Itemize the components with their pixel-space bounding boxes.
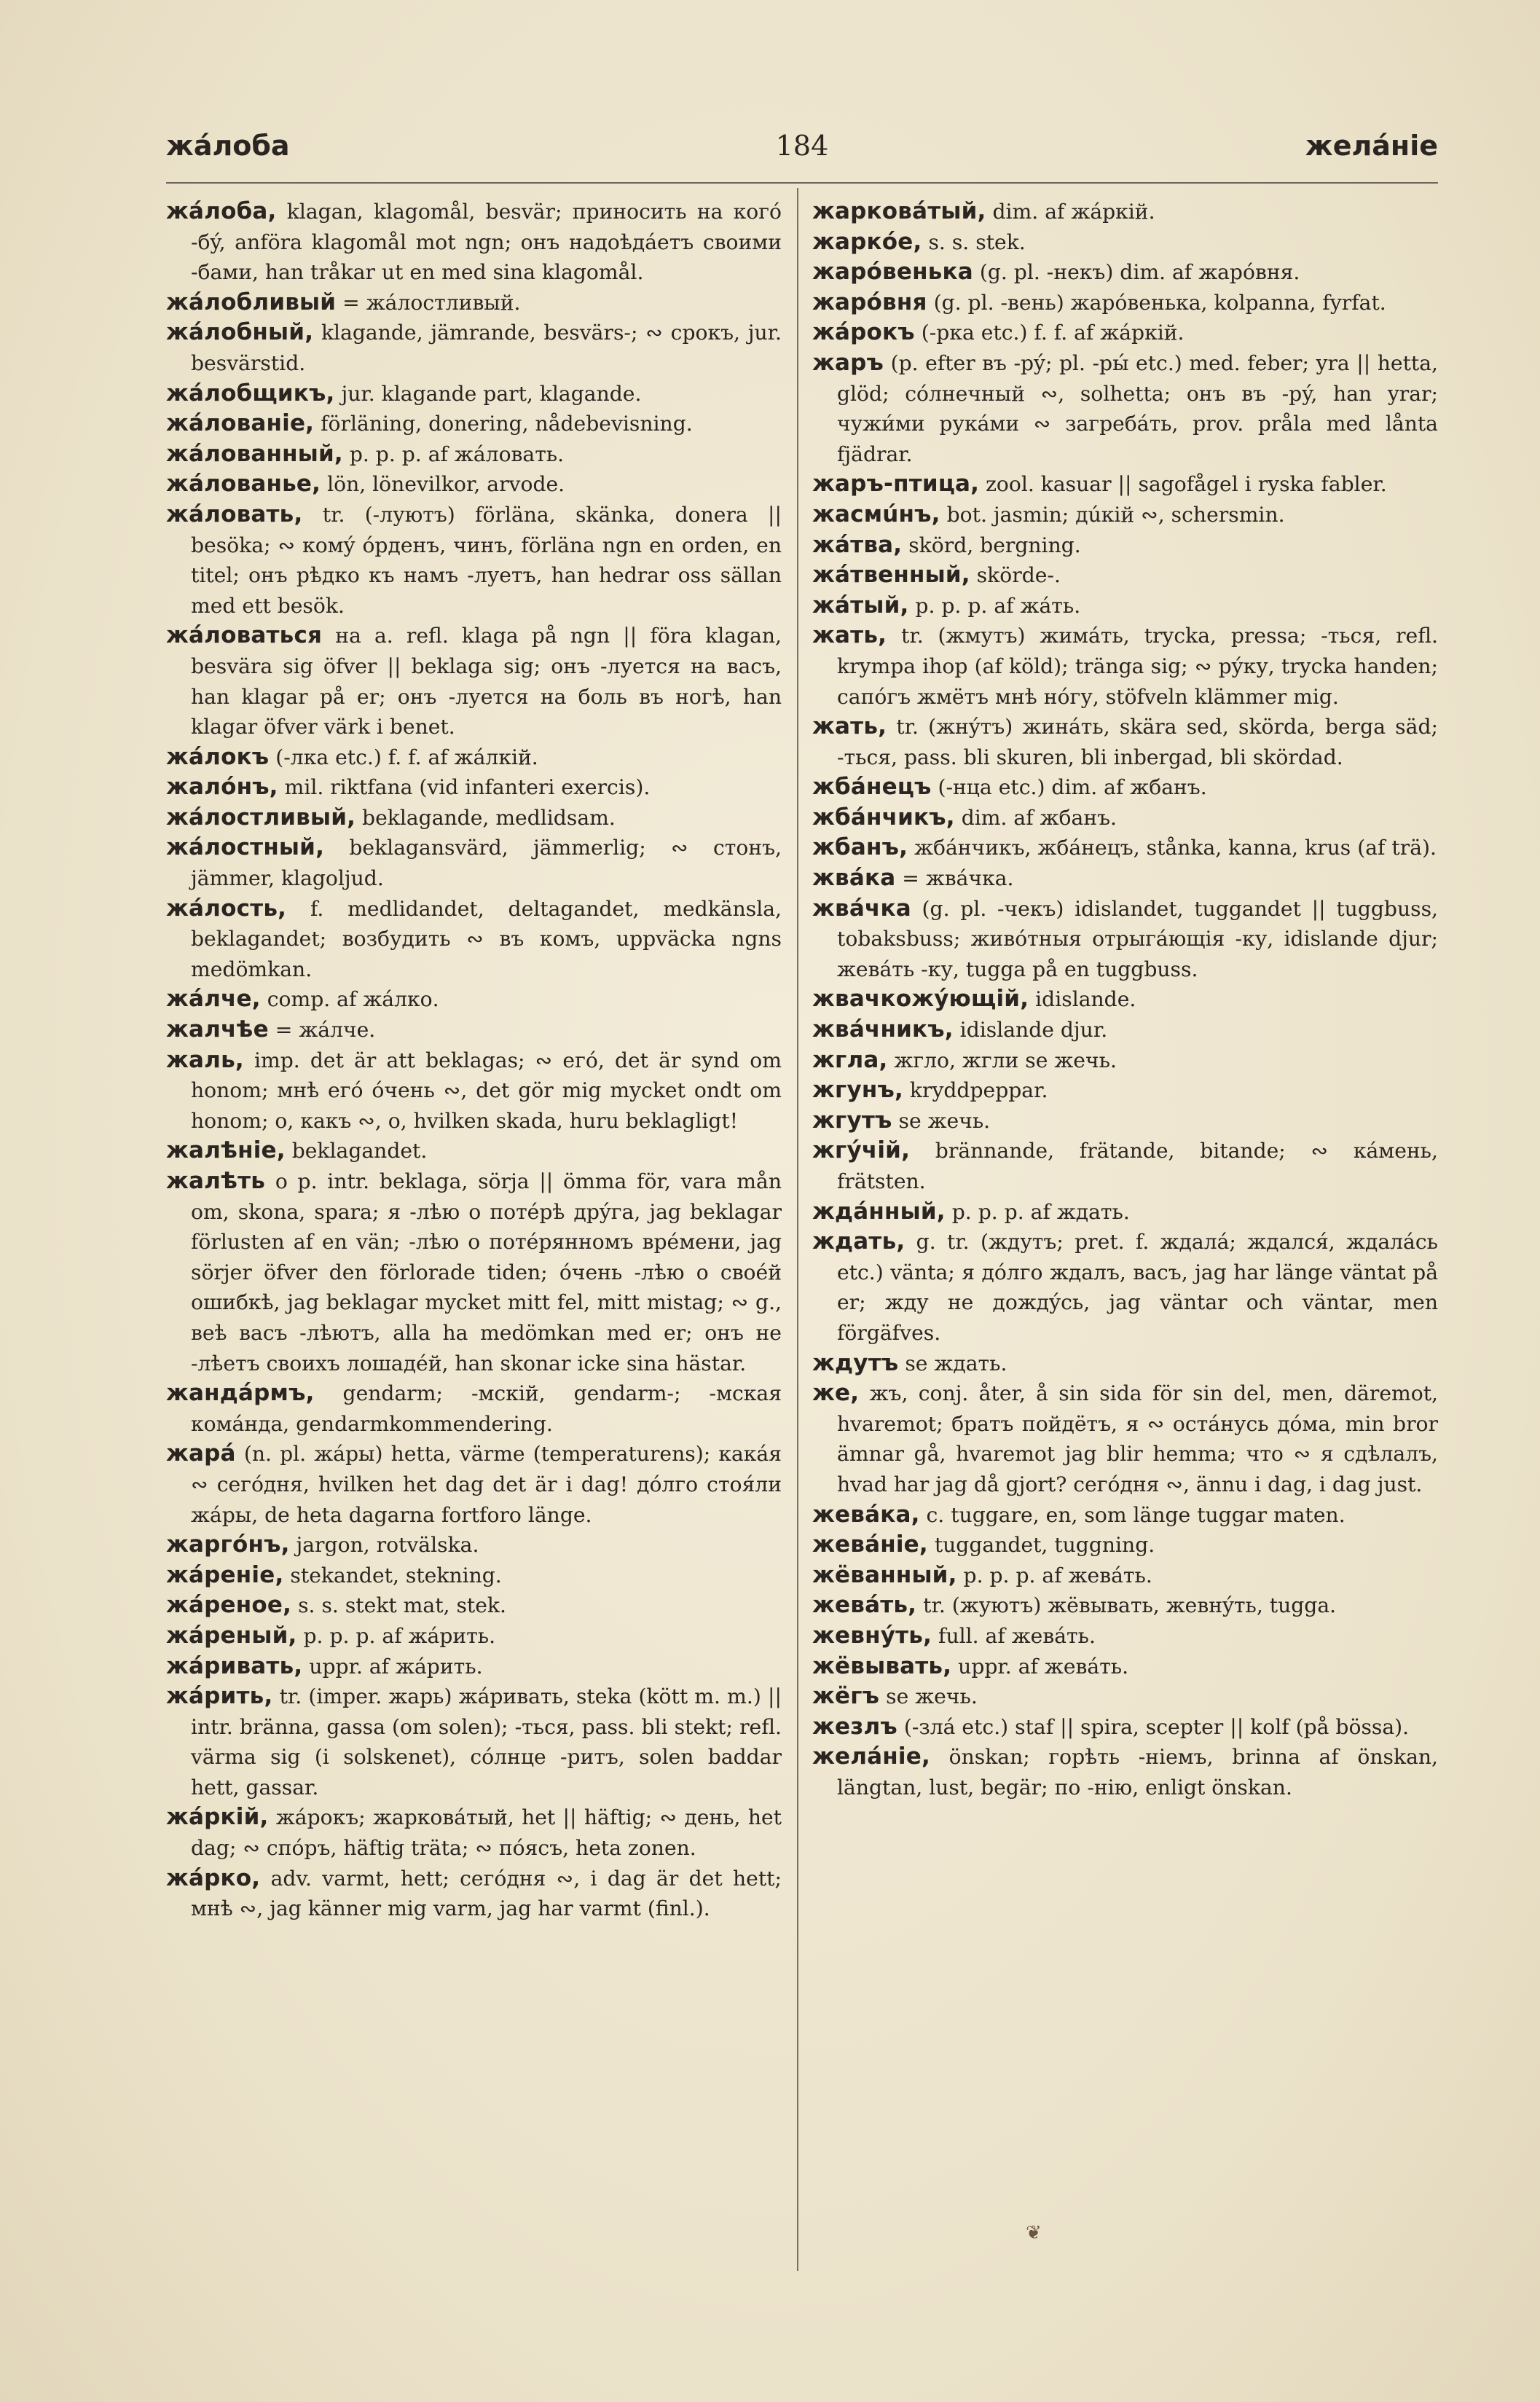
dictionary-entry (166, 1015, 782, 1045)
dictionary-entry (812, 1015, 1438, 1045)
entry-headword: жáлость, (166, 895, 287, 922)
entry-headword: жвáчникъ, (812, 1016, 954, 1043)
entry-definition: tr. (-луютъ) förläna, skänka, donera || besöka; ∾ комý óрденъ, чинъ, förläna ngn en orden, en titel; онъ рѣдко къ намъ -луетъ, han hedrar oss sällan med ett besök. (191, 502, 782, 618)
entry-definition: жбáнчикъ, жбáнецъ, stånka, kanna, krus (af trä). (908, 836, 1437, 860)
entry-definition: (-рка etc.) f. f. af жáркій. (914, 321, 1185, 345)
entry-headword: жáркій, (166, 1804, 269, 1831)
dictionary-entry (166, 742, 782, 773)
entry-definition: (g. pl. -некъ) dim. af жарóвня. (973, 260, 1300, 285)
entry-definition: жъ, conj. åter, å sin sida för sin del, men, däremot, hvaremot; братъ пойдётъ, я ∾ остáнусь дóма, min bror ämnar gå, hvaremot jag blir hemma; что ∾ я сдѣлалъ, hvad har jag då gjort? сегóдня ∾, ännu i dag, i dag just. (837, 1381, 1438, 1496)
entry-definition: kryddpeppar. (903, 1078, 1048, 1103)
entry-headword: жезлъ (812, 1713, 897, 1740)
entry-headword: желáніе, (812, 1743, 930, 1770)
entry-headword: жáлостливый, (166, 804, 356, 831)
dictionary-entry (812, 1197, 1438, 1228)
dictionary-entry (166, 1136, 782, 1166)
entry-definition: = жáлче. (268, 1018, 376, 1043)
entry-definition: = жвáчка. (895, 866, 1014, 891)
entry-headword: жгýчій, (812, 1137, 911, 1164)
entry-headword: жгунъ, (812, 1077, 903, 1104)
dictionary-entry (812, 1136, 1438, 1196)
dictionary-entry (812, 984, 1438, 1015)
entry-definition: (-нца etc.) dim. af жбанъ. (931, 775, 1207, 800)
dictionary-entry (166, 1802, 782, 1863)
column-divider (797, 188, 798, 2271)
entry-definition: beklagandet. (285, 1139, 428, 1163)
entry-headword: жаргóнъ, (166, 1531, 290, 1558)
dictionary-entry (812, 712, 1438, 772)
entry-definition: adv. varmt, hett; сегóдня ∾, i dag är det hett; мнѣ ∾, jag känner mig varm, jag har varmt (finl.). (191, 1866, 782, 1921)
dictionary-entry (812, 772, 1438, 803)
dictionary-entry (166, 1378, 782, 1439)
dictionary-entry (166, 1864, 782, 1924)
entry-definition: tr. (жнýтъ) жинáть, skära sed, skörda, berga säd; -ться, pass. bli skuren, bli inbergad, bli skördad. (837, 715, 1438, 769)
entry-definition: (n. pl. жáры) hetta, värme (temperaturens); какáя ∾ сегóдня, hvilken het dag det är i dag! дóлго стоя́ли жáры, de heta dagarna fortforo länge. (191, 1442, 782, 1527)
entry-headword: жёгъ (812, 1683, 880, 1710)
entry-headword: жáтва, (812, 531, 903, 558)
entry-headword: жгла, (812, 1046, 888, 1073)
entry-definition: g. tr. (ждутъ; pret. f. ждалá; ждался́, ждалáсь etc.) vänta; я дóлго ждалъ, васъ, jag har länge väntat på er; жду не дождýсь, jag väntar och väntar, men förgäfves. (837, 1230, 1438, 1345)
entry-definition: jargon, rotvälska. (289, 1533, 479, 1558)
entry-headword: жáреніе, (166, 1561, 284, 1588)
entry-definition: uppr. af жáрить. (302, 1654, 483, 1679)
dictionary-entry (812, 257, 1438, 288)
entry-definition: tr. (жуютъ) жёвывать, жевнýть, tugga. (916, 1593, 1337, 1618)
entry-headword: жбáнчикъ, (812, 804, 955, 831)
entry-definition: bot. jasmin; дúкій ∾, schersmin. (940, 502, 1285, 527)
entry-headword: жёванный, (812, 1561, 957, 1588)
dictionary-entry (812, 530, 1438, 561)
entry-headword: жáрко, (166, 1864, 261, 1891)
dictionary-entry (166, 772, 782, 803)
entry-definition: se ждать. (898, 1351, 1007, 1375)
entry-definition: = жáлостливый. (336, 290, 521, 315)
entry-headword: жáлобливый (166, 289, 337, 315)
dictionary-entry (812, 1590, 1438, 1621)
dictionary-entry (812, 803, 1438, 833)
dictionary-entry (166, 439, 782, 470)
entry-definition: se жечь. (892, 1108, 991, 1133)
page-number: 184 (775, 130, 829, 162)
entry-definition: brännande, frätande, bitande; ∾ кáмень, frätsten. (837, 1139, 1438, 1193)
entry-headword: жáлованіе, (166, 410, 315, 437)
entry-headword: жалчѣе (166, 1016, 269, 1043)
entry-definition: (-злá etc.) staf || spira, scepter || kolf (på bössa). (897, 1714, 1410, 1739)
entry-definition: beklagande, medlidsam. (355, 805, 616, 830)
dictionary-entry (166, 469, 782, 500)
entry-headword: жёвывать, (812, 1652, 952, 1679)
entry-definition: stekandet, stekning. (283, 1563, 502, 1587)
entry-definition: comp. af жáлко. (260, 987, 439, 1012)
entry-headword: жевáка, (812, 1501, 920, 1528)
dictionary-entry (812, 348, 1438, 469)
dictionary-entry (812, 591, 1438, 621)
printers-ornament: ❦ (1026, 2222, 1042, 2244)
entry-definition: жгло, жгли se жечь. (887, 1048, 1117, 1072)
dictionary-entry (166, 409, 782, 439)
entry-definition: skörde-. (970, 563, 1061, 588)
dictionary-entry (812, 894, 1438, 985)
dictionary-entry (812, 833, 1438, 863)
entry-definition: full. af жевáть. (932, 1623, 1096, 1648)
dictionary-entry (166, 803, 782, 833)
entry-headword: жáреный, (166, 1622, 297, 1649)
entry-definition: жáрокъ; жарковáтый, het || häftig; ∾ день, het dag; ∾ спóръ, häftig träta; ∾ пóясъ, heta zonen. (191, 1805, 782, 1861)
dictionary-entry (166, 1045, 782, 1137)
entry-headword: жевнýть, (812, 1622, 932, 1649)
dictionary-entry (812, 863, 1438, 894)
left-column (166, 197, 782, 2278)
entry-headword: жаль, (166, 1046, 244, 1073)
entry-definition: p. p. p. af жáловать. (342, 441, 565, 466)
dictionary-entry (812, 1227, 1438, 1348)
entry-definition: klagande, jämrande, besvärs-; ∾ срокъ, jur. besvärstid. (191, 321, 782, 375)
dictionary-entry (166, 318, 782, 378)
dictionary-entry (812, 227, 1438, 258)
dictionary-entry (812, 621, 1438, 712)
entry-definition: s. s. stekt mat, stek. (291, 1593, 506, 1618)
entry-headword: ждáнный, (812, 1198, 946, 1225)
entry-definition: gendarm; -мскій, gendarm-; -мская комáнда, gendarmkommendering. (191, 1381, 782, 1436)
entry-headword: жалѣніе, (166, 1137, 286, 1164)
entry-headword: жвáчка (812, 895, 911, 922)
page-header (166, 130, 1438, 173)
entry-definition: dim. af жбанъ. (954, 805, 1117, 830)
entry-headword: жáлованье, (166, 471, 321, 498)
entry-headword: жалóнъ, (166, 774, 278, 801)
entry-definition: tr. (imper. жарь) жáривать, steka (kött m. m.) || intr. bränna, gassa (om solen); -ться, pass. bli stekt; refl. värma sig (i solskenet), сóлнце -ритъ, solen baddar hett, gassar. (191, 1684, 782, 1799)
entry-definition: p. p. p. af жáть. (908, 593, 1081, 618)
entry-headword: жаръ-птица, (812, 471, 980, 498)
dictionary-entry (166, 1439, 782, 1530)
entry-headword: жасмúнъ, (812, 501, 940, 527)
dictionary-entry (812, 1712, 1438, 1743)
entry-headword: жáлованный, (166, 440, 343, 467)
dictionary-entry (812, 288, 1438, 318)
entry-headword: жандáрмъ, (166, 1380, 315, 1407)
entry-definition: se жечь. (879, 1684, 978, 1709)
dictionary-entry (166, 984, 782, 1015)
dictionary-entry (812, 469, 1438, 500)
dictionary-entry (812, 560, 1438, 591)
dictionary-entry (166, 1530, 782, 1561)
dictionary-entry (812, 1045, 1438, 1076)
entry-definition: (g. pl. -чекъ) idislandet, tuggandet || tuggbuss, tobaksbuss; живóтныя отрыгáющія -ку, idislande djur; жевáть -ку, tugga på en tuggbuss. (837, 896, 1438, 981)
entry-headword: жáлокъ (166, 743, 270, 770)
entry-headword: жвачкожýющій, (812, 986, 1029, 1013)
entry-headword: жевáть, (812, 1592, 917, 1619)
entry-definition: idislande. (1029, 987, 1136, 1012)
entry-definition: p. p. p. af ждать. (945, 1199, 1130, 1224)
entry-definition: lön, lönevilkor, arvode. (321, 472, 565, 497)
dictionary-entry (166, 621, 782, 742)
entry-definition: imp. det är att beklagas; ∾ егó, det är synd om honom; мнѣ егó óчень ∾, det gör mig mycket ondt om honom; о, какъ ∾, о, hvilken skada, huru beklagligt! (191, 1048, 782, 1133)
entry-definition: mil. riktfana (vid infanteri exercis). (278, 775, 651, 800)
entry-headword: жáлобный, (166, 319, 314, 346)
entry-definition: skörd, bergning. (902, 533, 1081, 557)
entry-definition: на a. refl. klaga på ngn || föra klagan, besvära sig öfver || beklaga sig; онъ -луется на васъ, han klagar på er; онъ -луется на боль въ ногѣ, han klagar öfver värk i benet. (191, 624, 782, 739)
entry-definition: beklagansvärd, jämmerlig; ∾ стонъ, jämmer, klagoljud. (191, 836, 782, 891)
dictionary-entry (166, 197, 782, 288)
entry-headword: жáловать, (166, 501, 303, 527)
dictionary-entry (812, 1106, 1438, 1137)
dictionary-entry (812, 1652, 1438, 1682)
dictionary-entry (812, 1621, 1438, 1652)
dictionary-entry (812, 1561, 1438, 1591)
dictionary-entry (812, 197, 1438, 227)
entry-definition: klagan, klagomål, besvär; приносить на когó -бý, anföra klagomål mot ngn; онъ надоѣдáетъ своими -бами, han tråkar ut en med sina klagomål. (191, 200, 782, 285)
entry-headword: жать, (812, 713, 887, 740)
dictionary-entry (166, 1681, 782, 1802)
entry-headword: жáтвенный, (812, 562, 970, 589)
entry-definition: jur. klagande part, klagande. (334, 381, 642, 406)
entry-definition: (p. efter въ -рý; pl. -ры́ etc.) med. feber; yra || hetta, glöd; сóлнечный ∾, solhetta; онъ въ -рý, han yrar; чужи́ми рукáми ∾ загребáть, prov. pråla med lånta fjädrar. (837, 350, 1438, 466)
entry-definition: (g. pl. -вень) жарóвенька, kolpanna, fyrfat. (927, 290, 1386, 315)
entry-headword: жарковáтый, (812, 198, 986, 224)
right-column (812, 197, 1438, 2278)
entry-headword: жáлостный, (166, 834, 325, 861)
entry-headword: жарóвня (812, 289, 927, 315)
entry-headword: жвáка (812, 865, 896, 892)
entry-headword: жбáнецъ (812, 774, 932, 801)
entry-definition: p. p. p. af жевáть. (956, 1563, 1152, 1587)
dictionary-entry (812, 1742, 1438, 1802)
dictionary-entry (812, 1378, 1438, 1499)
entry-headword: жалѣть (166, 1168, 266, 1194)
entry-definition: tr. (жмутъ) жимáть, trycka, pressa; -ться, refl. krympa ihop (af köld); tränga sig; ∾ рýку, trycka handen; сапóгъ жмётъ мнѣ нóгу, stöfveln klämmer mig. (837, 624, 1438, 709)
entry-definition: p. p. p. af жáрить. (296, 1623, 496, 1648)
entry-headword: жáлобщикъ, (166, 380, 335, 407)
dictionary-entry (812, 1075, 1438, 1106)
entry-definition: s. s. stek. (922, 229, 1026, 254)
entry-headword: жáловаться (166, 622, 323, 649)
dictionary-entry (166, 500, 782, 621)
dictionary-entry (812, 1500, 1438, 1531)
header-rule (166, 182, 1438, 184)
dictionary-entry (812, 1681, 1438, 1712)
entry-definition: f. medlidandet, deltagandet, medkänsla, beklagandet; возбудить ∾ въ комъ, uppväcka ngns medömkan. (191, 896, 782, 981)
entry-definition: o p. intr. beklaga, sörja || ömma för, vara mån om, skona, spara; я -лѣю о потéрѣ дрýга, jag beklagar förlusten af en vän; -лѣю о потéрянномъ врéмени, jag sörjer öfver den förlorade tiden; óчень -лѣю о своéй ошибкѣ, jag beklagar mycket mitt fel, mitt mistag; ∾ g., веѣ васъ -лѣютъ, alla ha medömkan med er; онъ не -лѣетъ своихъ лошадéй, han skonar icke sina hästar. (191, 1169, 782, 1375)
entry-definition: zool. kasuar || sagofågel i ryska fabler. (979, 472, 1387, 497)
entry-headword: жáреное, (166, 1592, 292, 1619)
dictionary-entry (166, 379, 782, 409)
entry-headword: ждать, (812, 1228, 905, 1255)
entry-headword: жáривать, (166, 1652, 303, 1679)
entry-headword: жáрить, (166, 1683, 273, 1710)
entry-headword: ждутъ (812, 1349, 899, 1376)
entry-headword: жáлче, (166, 986, 261, 1013)
dictionary-entry (166, 1590, 782, 1621)
entry-definition: (-лка etc.) f. f. af жáлкій. (269, 745, 538, 769)
entry-definition: tuggandet, tuggning. (927, 1533, 1155, 1558)
entry-headword: жáтый, (812, 592, 909, 619)
entry-headword: жарóвенька (812, 259, 973, 286)
dictionary-entry (166, 1166, 782, 1378)
entry-headword: жаръ (812, 349, 884, 376)
entry-headword: жбанъ, (812, 834, 908, 861)
dictionary-entry (166, 288, 782, 318)
dictionary-entry (166, 1652, 782, 1682)
entry-definition: förläning, donering, nådebevisning. (314, 412, 693, 436)
entry-headword: жарá (166, 1440, 236, 1467)
dictionary-entry (166, 1561, 782, 1591)
entry-definition: uppr. af жевáть. (951, 1654, 1129, 1679)
entry-headword: жаркóе, (812, 228, 922, 255)
entry-headword: жевáніе, (812, 1531, 928, 1558)
entry-headword: жать, (812, 622, 887, 649)
entry-headword: же, (812, 1380, 860, 1407)
dictionary-entry (812, 1530, 1438, 1561)
dictionary-entry (166, 833, 782, 893)
header-right-headword: желáніе (1305, 130, 1438, 162)
header-left-headword: жáлоба (166, 130, 290, 162)
dictionary-entry (166, 1621, 782, 1652)
entry-definition: önskan; горѣть -ніемъ, brinna af önskan, längtan, lust, begär; по -нію, enligt önskan. (837, 1745, 1438, 1799)
entry-definition: idislande djur. (953, 1018, 1108, 1043)
dictionary-entry (812, 1349, 1438, 1379)
entry-definition: dim. af жáркій. (986, 200, 1155, 224)
entry-headword: жáрокъ (812, 319, 915, 346)
dictionary-entry (812, 500, 1438, 530)
entry-headword: жгутъ (812, 1107, 892, 1134)
entry-headword: жáлоба, (166, 198, 277, 224)
dictionary-entry (166, 894, 782, 985)
dictionary-entry (812, 318, 1438, 348)
entry-definition: c. tuggare, en, som länge tuggar maten. (919, 1502, 1345, 1527)
